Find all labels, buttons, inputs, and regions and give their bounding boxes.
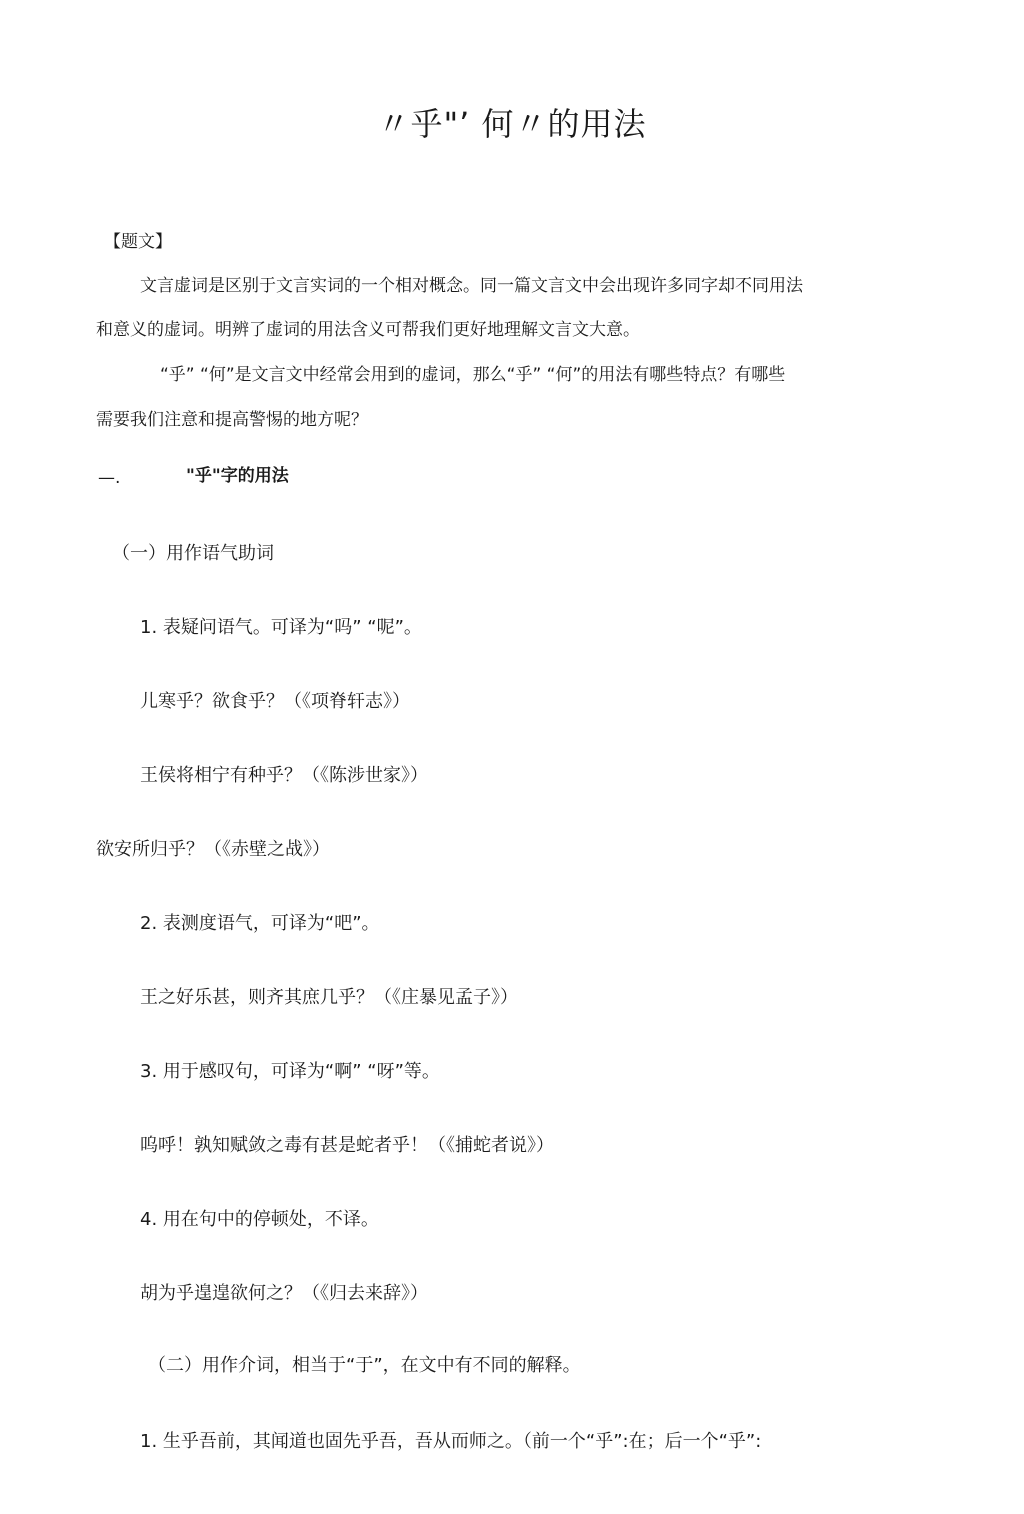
item-1: 1. 表疑问语气。可译为“吗” “呢”。 <box>140 617 422 638</box>
subsection-two-heading: （二）用作介词，相当于“于”，在文中有不同的解释。 <box>148 1355 581 1376</box>
item-1-example-3: 欲安所归乎？（《赤壁之战》） <box>96 839 330 860</box>
section-label: 【题文】 <box>104 232 172 252</box>
heading-one: "乎"字的用法 <box>186 466 289 486</box>
item-3: 3. 用于感叹句，可译为“啊” “呀”等。 <box>140 1061 440 1082</box>
item-4: 4. 用在句中的停顿处，不译。 <box>140 1209 379 1230</box>
item-3-example-1: 呜呼！孰知赋敛之毒有甚是蛇者乎！（《捕蛇者说》） <box>140 1135 554 1156</box>
subsection-one-heading: （一）用作语气助词 <box>112 543 274 564</box>
subsection-two-item-1: 1. 生乎吾前，其闻道也固先乎吾，吾从而师之。（前一个“乎”:在；后一个“乎”: <box>140 1431 762 1452</box>
intro-paragraph-2-line-1: “乎” “何”是文言文中经常会用到的虚词，那么“乎” “何”的用法有哪些特点？有哪些 <box>160 365 786 385</box>
item-2: 2. 表测度语气，可译为“吧”。 <box>140 913 380 934</box>
page-title: 〃乎"’ 何〃的用法 <box>377 105 647 143</box>
intro-paragraph-1-line-1: 文言虚词是区别于文言实词的一个相对概念。同一篇文言文中会出现许多同字却不同用法 <box>140 276 803 296</box>
intro-paragraph-1-line-2: 和意义的虚词。明辨了虚词的用法含义可帮我们更好地理解文言文大意。 <box>96 320 640 340</box>
item-4-example-1: 胡为乎遑遑欲何之？（《归去来辞》） <box>140 1283 428 1304</box>
intro-paragraph-2-line-2: 需要我们注意和提高警惕的地方呢？ <box>96 410 368 430</box>
item-1-example-1: 儿寒乎？欲食乎？（《项脊轩志》） <box>140 691 410 712</box>
heading-one-marker: —. <box>98 468 121 488</box>
item-1-example-2: 王侯将相宁有种乎？（《陈涉世家》） <box>140 765 428 786</box>
item-2-example-1: 王之好乐甚，则齐其庶几乎？（《庄暴见孟子》） <box>140 987 518 1008</box>
